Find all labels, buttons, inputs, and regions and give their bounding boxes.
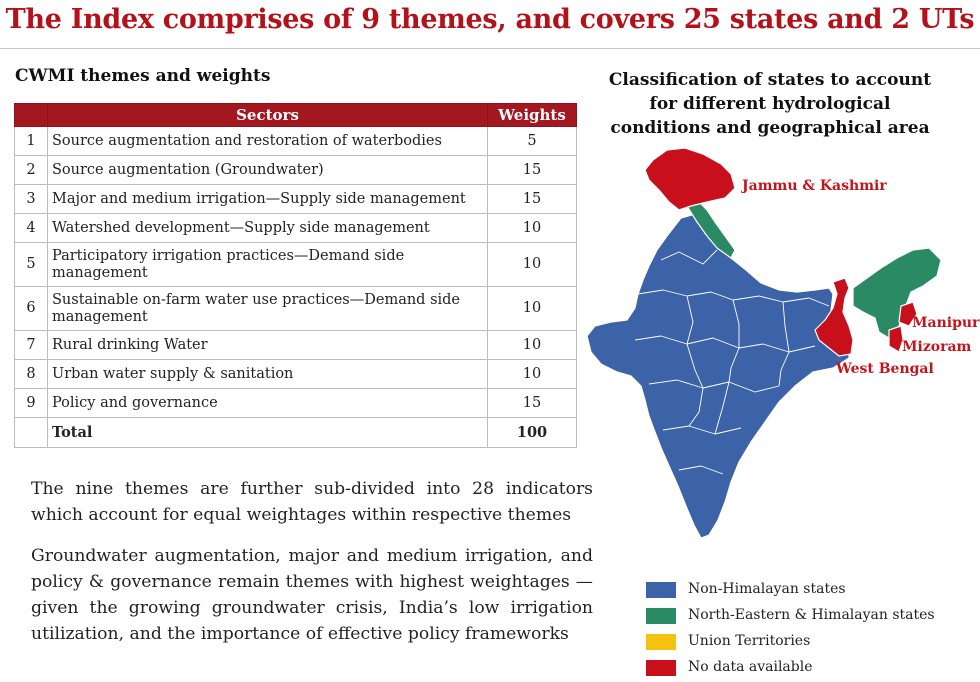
row-number: 8 <box>15 360 48 389</box>
india-map <box>583 140 953 560</box>
row-weight: 15 <box>488 185 577 214</box>
total-value: 100 <box>488 418 577 448</box>
page-title: The Index comprises of 9 themes, and covers 25 states and 2 UTs <box>5 4 975 35</box>
map-region-mizoram <box>889 326 903 352</box>
legend-swatch <box>646 582 676 598</box>
row-number: 1 <box>15 127 48 156</box>
header-number <box>15 104 48 127</box>
legend-label: No data available <box>688 659 813 675</box>
row-sector: Source augmentation and restoration of waterbodies <box>48 127 488 156</box>
row-sector: Sustainable on-farm water use practices—Demand side management <box>48 287 488 331</box>
row-sector: Source augmentation (Groundwater) <box>48 156 488 185</box>
label-manipur: Manipur <box>912 315 980 331</box>
row-sector: Major and medium irrigation—Supply side management <box>48 185 488 214</box>
legend-swatch <box>646 660 676 676</box>
title-divider <box>0 48 980 49</box>
total-number-cell <box>15 418 48 448</box>
row-weight: 10 <box>488 243 577 287</box>
total-label: Total <box>48 418 488 448</box>
row-number: 7 <box>15 331 48 360</box>
themes-weights-table <box>14 103 577 448</box>
row-weight: 10 <box>488 360 577 389</box>
map-title: Classification of states to account for different hydrological conditions and geographical area <box>608 70 932 138</box>
label-jammu-kashmir: Jammu & Kashmir <box>742 178 887 194</box>
table-row <box>15 185 577 214</box>
row-sector: Urban water supply & sanitation <box>48 360 488 389</box>
table-total-row <box>15 418 577 448</box>
header-weights: Weights <box>488 104 577 127</box>
table-row <box>15 127 577 156</box>
row-number: 3 <box>15 185 48 214</box>
label-west-bengal: West Bengal <box>836 361 934 377</box>
row-weight: 10 <box>488 331 577 360</box>
row-weight: 5 <box>488 127 577 156</box>
row-number: 2 <box>15 156 48 185</box>
table-heading: CWMI themes and weights <box>15 66 271 86</box>
label-mizoram: Mizoram <box>902 339 972 355</box>
row-number: 5 <box>15 243 48 287</box>
header-sectors: Sectors <box>48 104 488 127</box>
legend-label: North-Eastern & Himalayan states <box>688 607 935 623</box>
table-row <box>15 360 577 389</box>
row-number: 9 <box>15 389 48 418</box>
table-header-row <box>15 104 577 127</box>
table-row <box>15 243 577 287</box>
row-sector: Rural drinking Water <box>48 331 488 360</box>
table-row <box>15 156 577 185</box>
row-sector: Policy and governance <box>48 389 488 418</box>
table-row <box>15 214 577 243</box>
row-sector: Watershed development—Supply side management <box>48 214 488 243</box>
legend-label: Non-Himalayan states <box>688 581 846 597</box>
row-number: 6 <box>15 287 48 331</box>
legend-label: Union Territories <box>688 633 811 649</box>
table-row <box>15 287 577 331</box>
legend-swatch <box>646 634 676 650</box>
row-weight: 15 <box>488 389 577 418</box>
legend-swatch <box>646 608 676 624</box>
table-row <box>15 331 577 360</box>
row-number: 4 <box>15 214 48 243</box>
paragraph-weightages: Groundwater augmentation, major and medium irrigation, and policy & governance remain themes with highest weightages — given the growing groundwater crisis, India’s low irrigation utilization, and the importance of effective policy frameworks <box>31 546 593 644</box>
paragraph-indicators: The nine themes are further sub-divided into 28 indicators which account for equal weightages within respective themes <box>31 479 593 525</box>
row-weight: 10 <box>488 214 577 243</box>
table-row <box>15 389 577 418</box>
map-region-jammu-kashmir <box>645 148 735 210</box>
row-sector: Participatory irrigation practices—Demand side management <box>48 243 488 287</box>
row-weight: 10 <box>488 287 577 331</box>
row-weight: 15 <box>488 156 577 185</box>
map-region-non-himalayan <box>587 214 849 538</box>
